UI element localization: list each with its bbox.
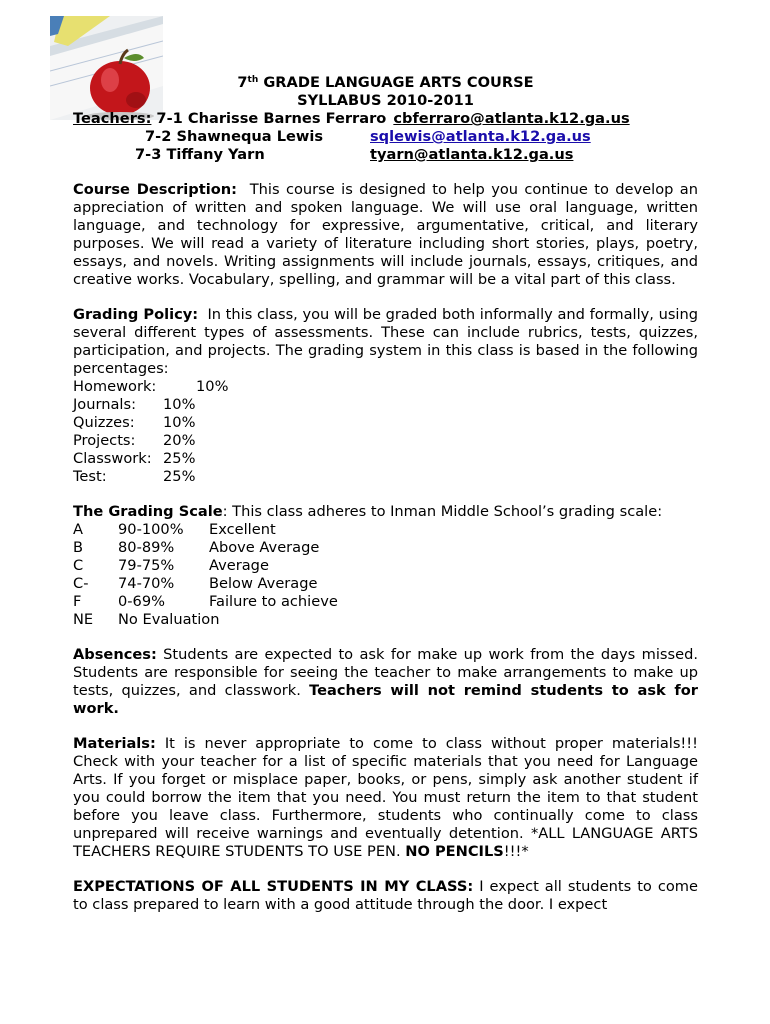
scale-grade: B [73,539,84,556]
scale-description: Failure to achieve [209,593,338,610]
teachers-label: Teachers: [73,110,152,127]
scale-range: 74-70% [118,575,175,592]
absences-text: Students are expected to ask for make up work from the days missed. Students are responsible for seeing the teacher to make arrangements to make up tests, quizzes, and classwork. [73,646,698,699]
course-description-heading: Course Description: [73,181,237,198]
course-description-section [73,181,698,289]
absences-warning: Teachers will not remind students to ask for work. [73,682,699,717]
grade-item-label: Projects: [73,432,136,449]
grade-item-value: 10% [163,414,196,431]
scale-range: 79-75% [118,557,175,574]
teachers-block [73,110,698,164]
grade-item-label: Journals: [73,396,136,413]
scale-grade: A [73,521,83,538]
title-superscript: th [247,75,259,85]
title-course-name: GRADE LANGUAGE ARTS COURSE [258,74,534,91]
grade-item-value: 25% [163,468,196,485]
grading-policy-text: In this class, you will be graded both informally and formally, using several different types of assessments. These can include rubrics, tests, quizzes, participation, and projects. The grading system in this class is based in the following percentages: [73,306,698,377]
teacher-row [73,110,698,128]
grade-item-label: Homework: [73,378,157,395]
materials-tail: !!!* [503,843,529,860]
scale-range: No Evaluation [118,611,220,628]
expectations-section [73,878,698,914]
grade-item-value: 25% [163,450,196,467]
teacher-name: 7-2 Shawnequa Lewis [145,128,324,145]
scale-description: Excellent [209,521,276,538]
teacher-email-link[interactable]: tyarn@atlanta.k12.ga.us [370,146,574,163]
scale-range: 80-89% [118,539,175,556]
expectations-text: I expect all students to come to class prepared to learn with a good attitude through the door. I expect [73,878,698,913]
teacher-name: 7-3 Tiffany Yarn [135,146,265,163]
materials-heading: Materials: [73,735,156,752]
scale-grade: F [73,593,82,610]
grading-scale-heading: The Grading Scale [73,503,223,520]
no-pencils-note: NO PENCILS [405,843,504,860]
teacher-row [73,146,698,164]
grade-item-value: 10% [196,378,229,395]
grade-item-value: 20% [163,432,196,449]
scale-range: 90-100% [118,521,184,538]
scale-grade: NE [73,611,94,628]
teacher-email-link[interactable]: sqlewis@atlanta.k12.ga.us [370,128,591,145]
grade-item-label: Classwork: [73,450,152,467]
scale-description: Below Average [209,575,318,592]
grading-policy-section [73,306,698,378]
grading-scale-text: : This class adheres to Inman Middle School’s grading scale: [222,503,663,520]
grading-policy-heading: Grading Policy: [73,306,199,323]
syllabus-document [73,74,698,914]
scale-grade: C [73,557,84,574]
materials-section [73,735,698,861]
scale-description: Average [209,557,269,574]
teacher-name: 7-1 Charisse Barnes Ferraro [156,110,387,127]
absences-section [73,646,698,718]
scale-range: 0-69% [118,593,165,610]
grading-percentages-homework [73,378,698,396]
grading-scale-section [73,503,698,521]
teacher-email-link[interactable]: cbferraro@atlanta.k12.ga.us [393,110,630,127]
grade-item-value: 10% [163,396,196,413]
title-grade-number: 7 [237,74,248,91]
course-description-text: This course is designed to help you continue to develop an appreciation of written and spoken language. We will use oral language, written language, and technology for expressive, argumentative, critical, and literary purposes. We will read a variety of literature including short stories, plays, poetry, essays, and novels. Writing assignments will include journals, essays, critiques, and creative works. Vocabulary, spelling, and grammar will be a vital part of this class. [73,181,698,288]
title-line-2: SYLLABUS 2010-2011 [297,92,474,109]
absences-heading: Absences: [73,646,157,663]
grading-scale-table [73,521,698,629]
grade-item-label: Quizzes: [73,414,135,431]
scale-grade: C- [73,575,89,592]
grade-item-label: Test: [73,468,107,485]
teacher-row [73,128,698,146]
grading-percentages [73,396,698,486]
materials-text: It is never appropriate to come to class without proper materials!!! Check with your teacher for a list of specific materials that you need for Language Arts. If you forget or misplace paper, books, or pens, simply ask another student if you could borrow the item that you need. You must return the item to that student before you leave class. Furthermore, students who continually come to class unprepared will receive warnings and eventually detention. *ALL LANGUAGE ARTS TEACHERS REQUIRE STUDENTS TO USE PEN. [73,735,698,860]
title-line-1 [73,74,698,92]
document-title [73,74,698,110]
scale-description: Above Average [209,539,320,556]
expectations-heading: EXPECTATIONS OF ALL STUDENTS IN MY CLASS: [73,878,474,895]
